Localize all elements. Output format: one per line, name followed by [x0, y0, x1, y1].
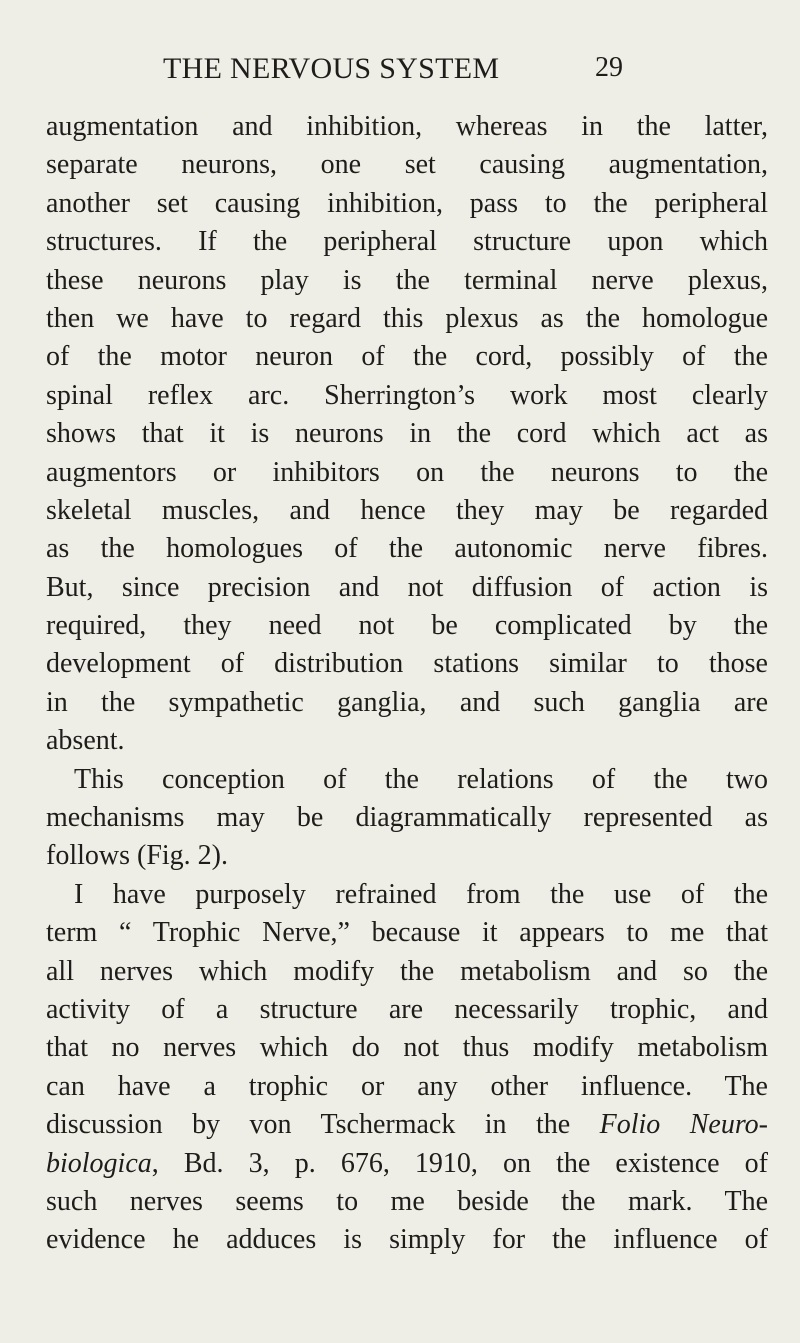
page-number: 29 — [595, 52, 623, 83]
text-line: activity of a structure are necessarily trophic, and — [46, 993, 768, 1025]
text-line: as the homologues of the autonomic nerve fibres. — [46, 533, 768, 565]
text-line: then we have to regard this plexus as the homologue — [46, 302, 768, 334]
line-text: discussion by von Tschermack in the — [46, 1109, 571, 1141]
text-line: can have a trophic or any other influence. The — [46, 1070, 768, 1102]
text-line: augmentors or inhibitors on the neurons to the — [46, 456, 768, 488]
text-line: development of distribution stations similar to those — [46, 648, 768, 680]
text-line: skeletal muscles, and hence they may be regarded — [46, 494, 768, 526]
text-line: that no nerves which do not thus modify metabolism — [46, 1032, 768, 1064]
text-line: these neurons play is the terminal nerve plexus, — [46, 264, 768, 296]
text-line: absent. — [46, 725, 125, 757]
body-text — [46, 108, 768, 1260]
text-line: But, since precision and not diffusion of action is — [46, 571, 768, 603]
line-text: , Bd. 3, p. 676, 1910, on the existence of — [151, 1147, 768, 1179]
text-line: such nerves seems to me beside the mark. The — [46, 1185, 768, 1217]
text-line: This conception of the relations of the two — [74, 763, 768, 795]
text-line: follows (Fig. 2). — [46, 840, 228, 872]
text-line: I have purposely refrained from the use of the — [74, 878, 768, 910]
text-line: required, they need not be complicated by the — [46, 610, 768, 642]
text-line: term “ Trophic Nerve,” because it appears to me that — [46, 917, 768, 949]
text-line: mechanisms may be diagrammatically represented as — [46, 802, 768, 834]
text-line: another set causing inhibition, pass to the peripheral — [46, 187, 768, 219]
text-line: spinal reflex arc. Sherrington’s work most clearly — [46, 379, 768, 411]
text-line: evidence he adduces is simply for the influence of — [46, 1224, 768, 1256]
journal-title-part-2: biologica — [46, 1147, 152, 1179]
text-line: structures. If the peripheral structure upon which — [46, 226, 768, 258]
text-line: augmentation and inhibition, whereas in the latter, — [46, 111, 768, 142]
journal-title-part-1: Folio Neuro- — [599, 1109, 769, 1141]
running-head — [163, 52, 623, 92]
text-line: of the motor neuron of the cord, possibly of the — [46, 341, 768, 373]
text-line: all nerves which modify the metabolism and so the — [46, 955, 768, 987]
text-line-with-journal-title — [46, 1106, 768, 1144]
text-line: shows that it is neurons in the cord which act as — [46, 418, 768, 450]
text-line: in the sympathetic ganglia, and such ganglia are — [46, 686, 768, 718]
text-line: separate neurons, one set causing augmentation, — [46, 149, 768, 181]
text-line-with-journal-title — [46, 1145, 768, 1183]
running-title: THE NERVOUS SYSTEM — [163, 52, 500, 85]
